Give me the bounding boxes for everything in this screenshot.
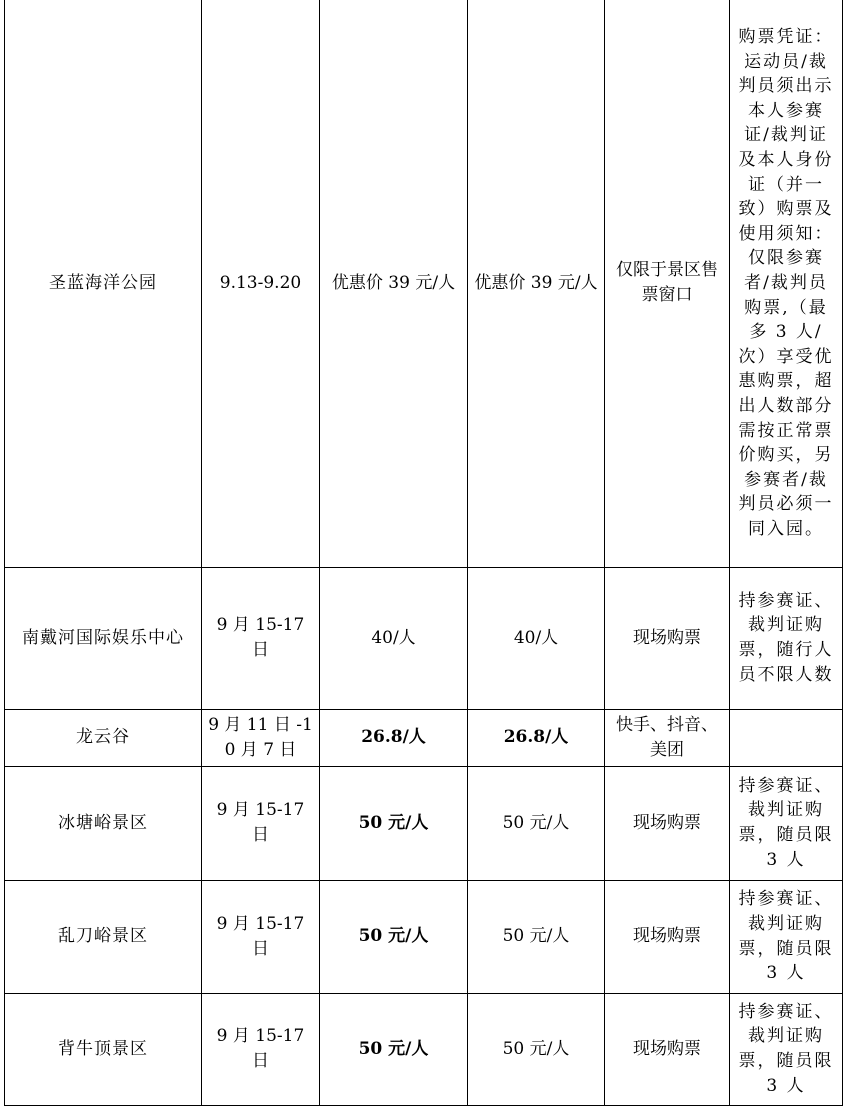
discount-ticket-table [4, 0, 843, 1106]
scenic-spot-name: 圣蓝海洋公园 [5, 0, 202, 567]
purchase-channel: 现场购票 [605, 567, 730, 709]
scenic-spot-name: 龙云谷 [5, 709, 202, 766]
scenic-spot-name: 乱刀峪景区 [5, 880, 202, 993]
ticket-notes: 持参赛证、裁判证购票，随员限 3 人 [730, 766, 843, 880]
purchase-channel: 快手、抖音、美团 [605, 709, 730, 766]
ticket-notes: 持参赛证、裁判证购票，随员限 3 人 [730, 993, 843, 1105]
athlete-price: 50 元/人 [320, 993, 468, 1105]
table-row [5, 766, 843, 880]
scenic-spot-name: 冰塘峪景区 [5, 766, 202, 880]
valid-dates: 9 月 15-17 日 [202, 567, 320, 709]
purchase-channel: 现场购票 [605, 766, 730, 880]
referee-price: 50 元/人 [468, 880, 605, 993]
purchase-channel: 现场购票 [605, 993, 730, 1105]
purchase-channel: 仅限于景区售票窗口 [605, 0, 730, 567]
athlete-price: 优惠价 39 元/人 [320, 0, 468, 567]
valid-dates: 9 月 15-17 日 [202, 993, 320, 1105]
table-row [5, 709, 843, 766]
athlete-price: 26.8/人 [320, 709, 468, 766]
referee-price: 50 元/人 [468, 993, 605, 1105]
valid-dates: 9 月 15-17 日 [202, 880, 320, 993]
referee-price: 优惠价 39 元/人 [468, 0, 605, 567]
ticket-notes [730, 709, 843, 766]
valid-dates: 9 月 15-17 日 [202, 766, 320, 880]
valid-dates: 9.13-9.20 [202, 0, 320, 567]
table-row [5, 0, 843, 567]
table-row [5, 567, 843, 709]
athlete-price: 40/人 [320, 567, 468, 709]
athlete-price: 50 元/人 [320, 880, 468, 993]
ticket-notes: 持参赛证、裁判证购票，随员限 3 人 [730, 880, 843, 993]
ticket-notes: 持参赛证、裁判证购票，随行人员不限人数 [730, 567, 843, 709]
purchase-channel: 现场购票 [605, 880, 730, 993]
table-row [5, 880, 843, 993]
scenic-spot-name: 南戴河国际娱乐中心 [5, 567, 202, 709]
referee-price: 26.8/人 [468, 709, 605, 766]
table-row [5, 993, 843, 1105]
scenic-spot-name: 背牛顶景区 [5, 993, 202, 1105]
referee-price: 50 元/人 [468, 766, 605, 880]
valid-dates: 9 月 11 日 -10 月 7 日 [202, 709, 320, 766]
referee-price: 40/人 [468, 567, 605, 709]
ticket-notes: 购票凭证：运动员/裁判员须出示本人参赛证/裁判证及本人身份证（并一致）购票及使用须知：仅限参赛者/裁判员购票,（最多 3 人/次）享受优惠购票，超出人数部分需按正常票价购买，另参赛者/裁判员必须一同入园。 [730, 0, 843, 567]
athlete-price: 50 元/人 [320, 766, 468, 880]
